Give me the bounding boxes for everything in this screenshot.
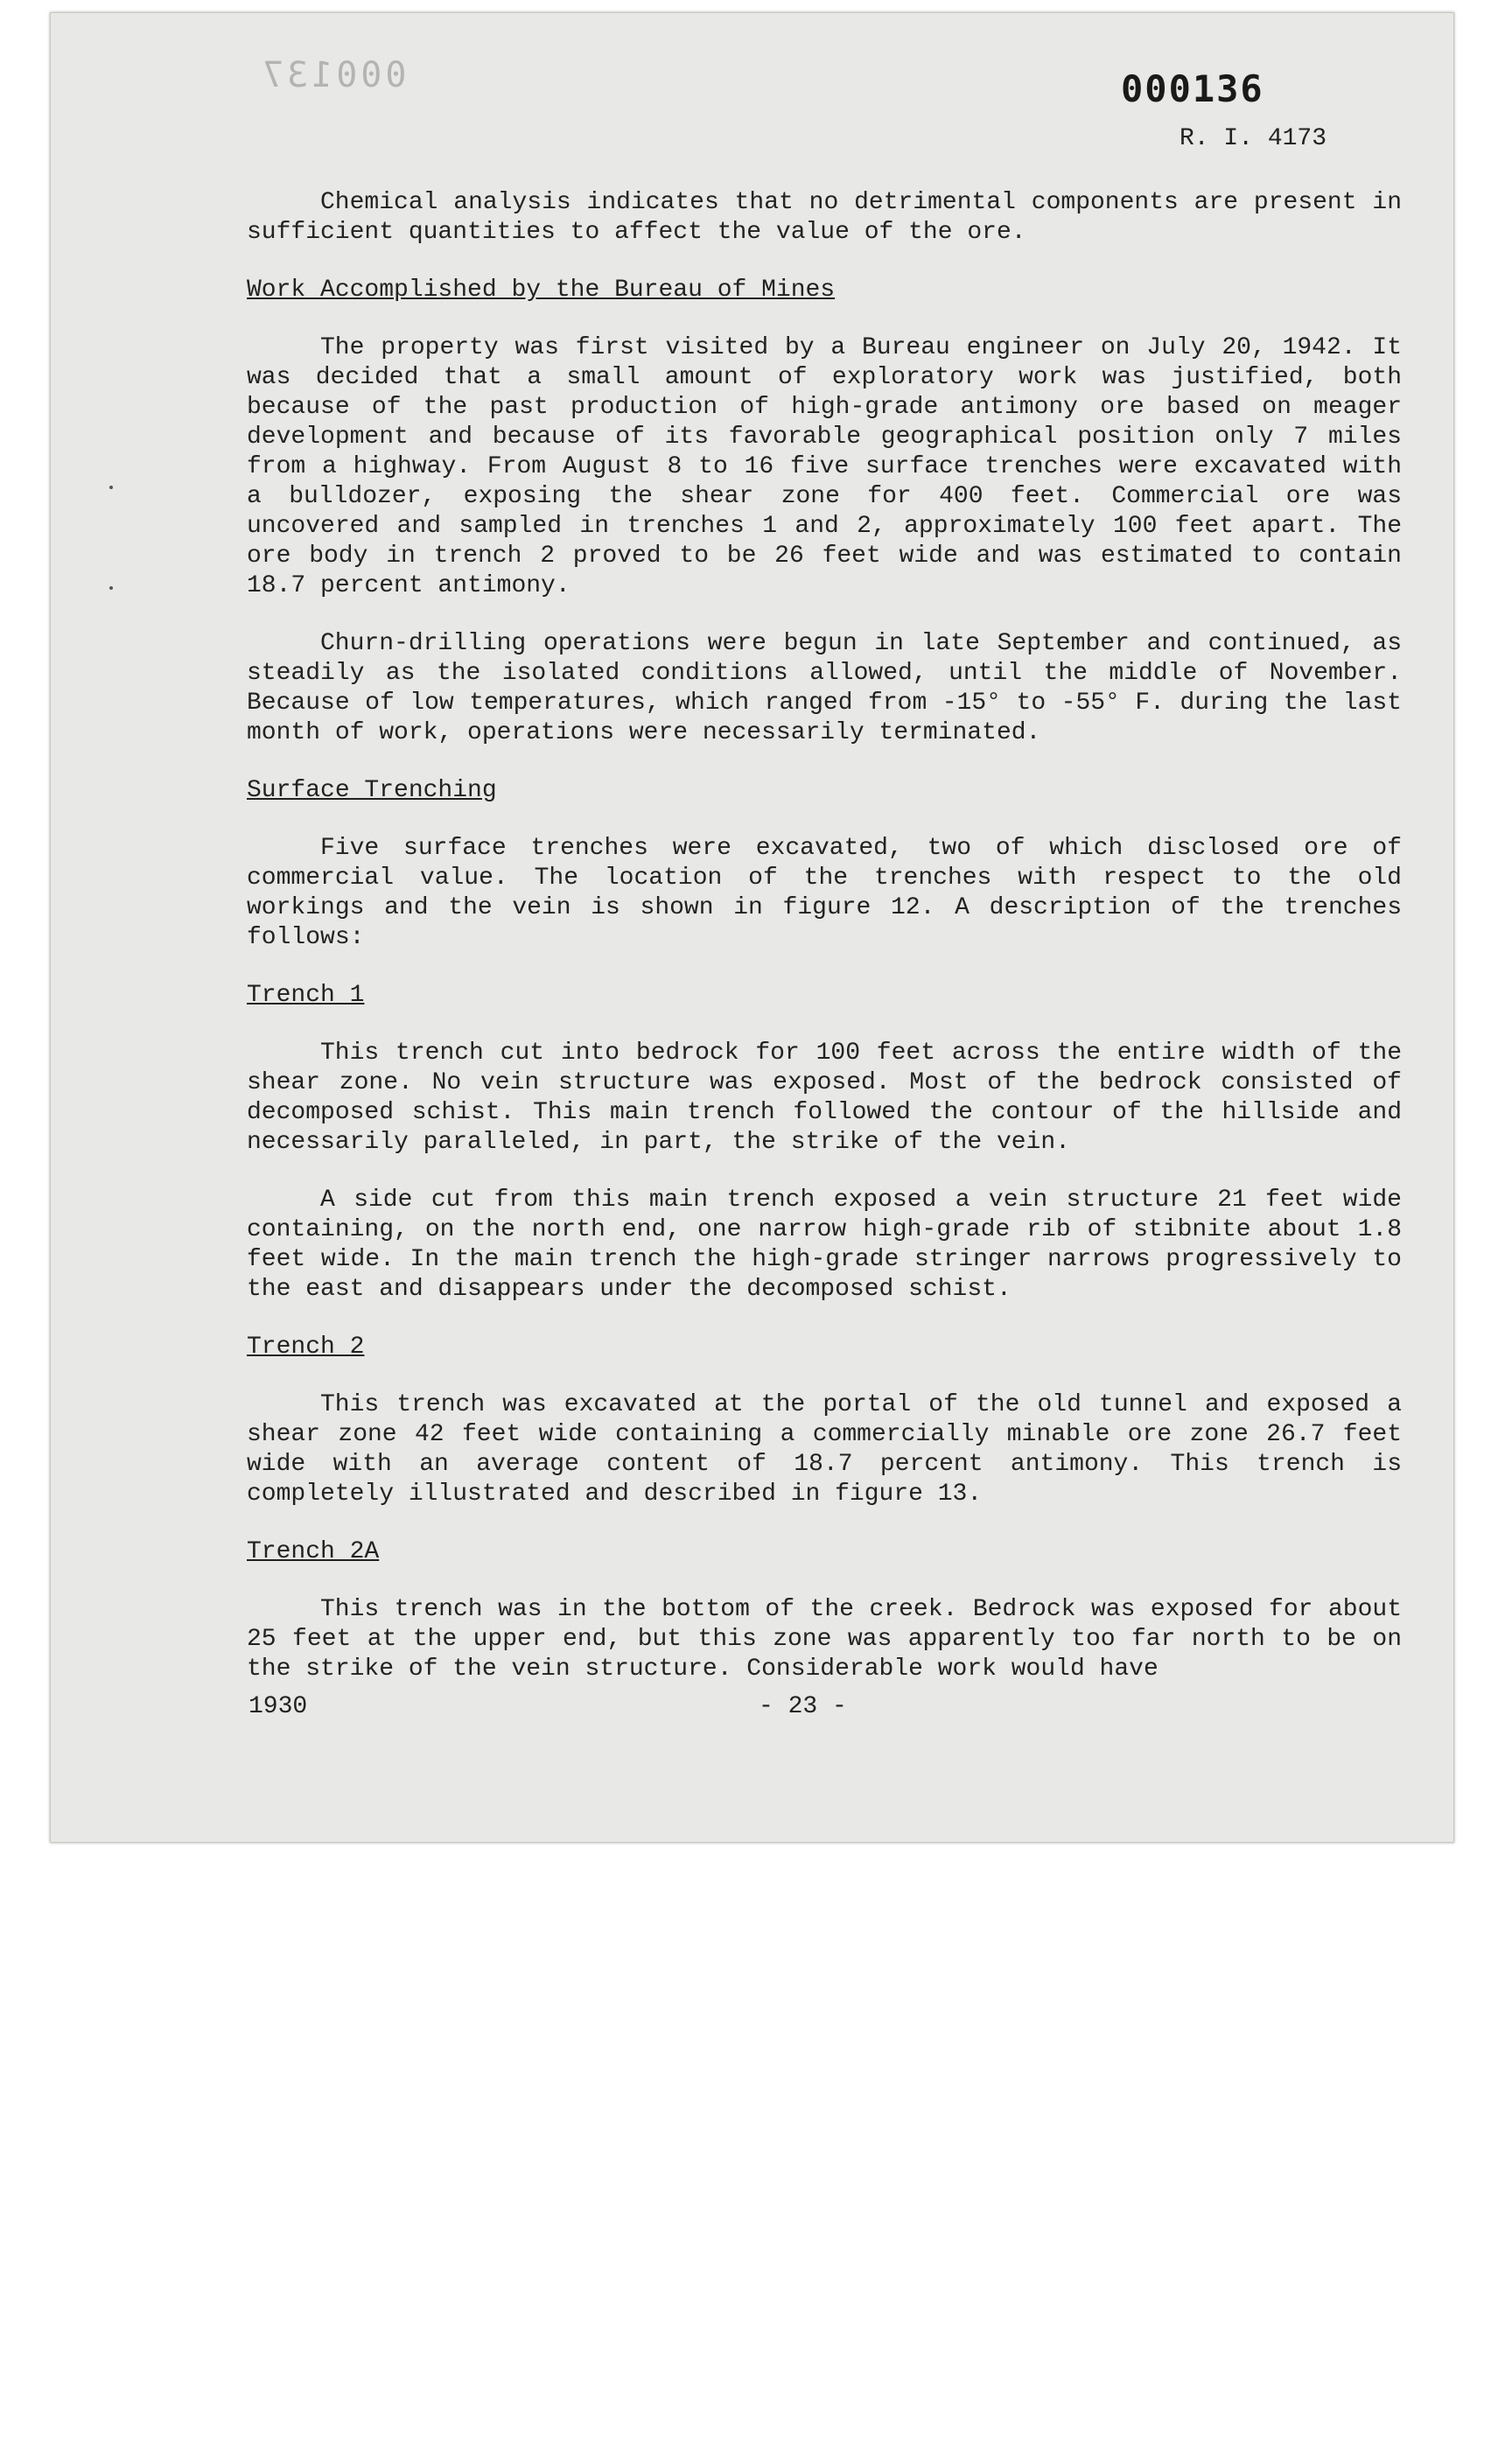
margin-speck (109, 486, 113, 489)
paragraph-trench-2a: This trench was in the bottom of the creek. Bedrock was exposed for about 25 feet at the upper end, but this zone was apparently too far north to be on the strike of the vein structure. Considerable work would have (247, 1596, 1417, 1683)
page-number: - 23 - (759, 1693, 847, 1720)
paragraph-chemical-analysis: Chemical analysis indicates that no detrimental components are present in sufficient quantities to affect the value of the ore. (247, 189, 1417, 246)
report-number: R. I. 4173 (1180, 125, 1327, 152)
footer-code: 1930 (248, 1693, 308, 1720)
mirrored-stamp-number: 000137 (259, 55, 407, 95)
paragraph-property-visit: The property was first visited by a Bureau engineer on July 20, 1942. It was decided that a small amount of exploratory work was justified, both because of the past production of high-grade antimony ore based on meager development and because of its favorable geographical position only 7 miles from a highway. From August 8 to 16 five surface trenches were excavated with a bulldozer, exposing the shear zone for 400 feet. Commercial ore was uncovered and sampled in trenches 1 and 2, approximately 100 feet apart. The ore body in trench 2 proved to be 26 feet wide and was estimated to contain 18.7 percent antimony. (247, 334, 1417, 599)
paragraph-trench-1-side-cut: A side cut from this main trench exposed a vein structure 21 feet wide containing, on the north end, one narrow high-grade rib of stibnite about 1.8 feet wide. In the main trench the high-grade stringer narrows progressively to the east and disappears under the decomposed schist. (247, 1186, 1417, 1303)
section-heading-surface-trenching: Surface Trenching (247, 777, 497, 804)
margin-speck (109, 586, 113, 590)
paragraph-trench-2: This trench was excavated at the portal of the old tunnel and exposed a shear zone 42 feet wide containing a commercially minable ore zone 26.7 feet wide with an average content of 18.7 percent antimony. This trench is completely illustrated and described in figure 13. (247, 1391, 1417, 1508)
paragraph-churn-drilling: Churn-drilling operations were begun in late September and continued, as steadily as the isolated conditions allowed, until the middle of November. Because of low temperatures, which ranged from -15° to -55° F. during the last month of work, operations were necessarily terminated. (247, 630, 1417, 746)
paragraph-trenches-intro: Five surface trenches were excavated, two of which disclosed ore of commercial value. The location of the trenches with respect to the old workings and the vein is shown in figure 12. A description of the trenches follows: (247, 835, 1417, 951)
stamp-number: 000136 (1121, 67, 1264, 110)
document-body (247, 188, 1417, 1712)
section-heading-work-accomplished: Work Accomplished by the Bureau of Mines (247, 276, 836, 304)
subheading-trench-2: Trench 2 (247, 1334, 365, 1361)
subheading-trench-1: Trench 1 (247, 982, 365, 1009)
paragraph-trench-1-main: This trench cut into bedrock for 100 feet across the entire width of the shear zone. No vein structure was exposed. Most of the bedrock consisted of decomposed schist. This main trench followed the contour of the hillside and necessarily paralleled, in part, the strike of the vein. (247, 1040, 1417, 1156)
document-page (50, 12, 1454, 1843)
subheading-trench-2a: Trench 2A (247, 1538, 380, 1565)
